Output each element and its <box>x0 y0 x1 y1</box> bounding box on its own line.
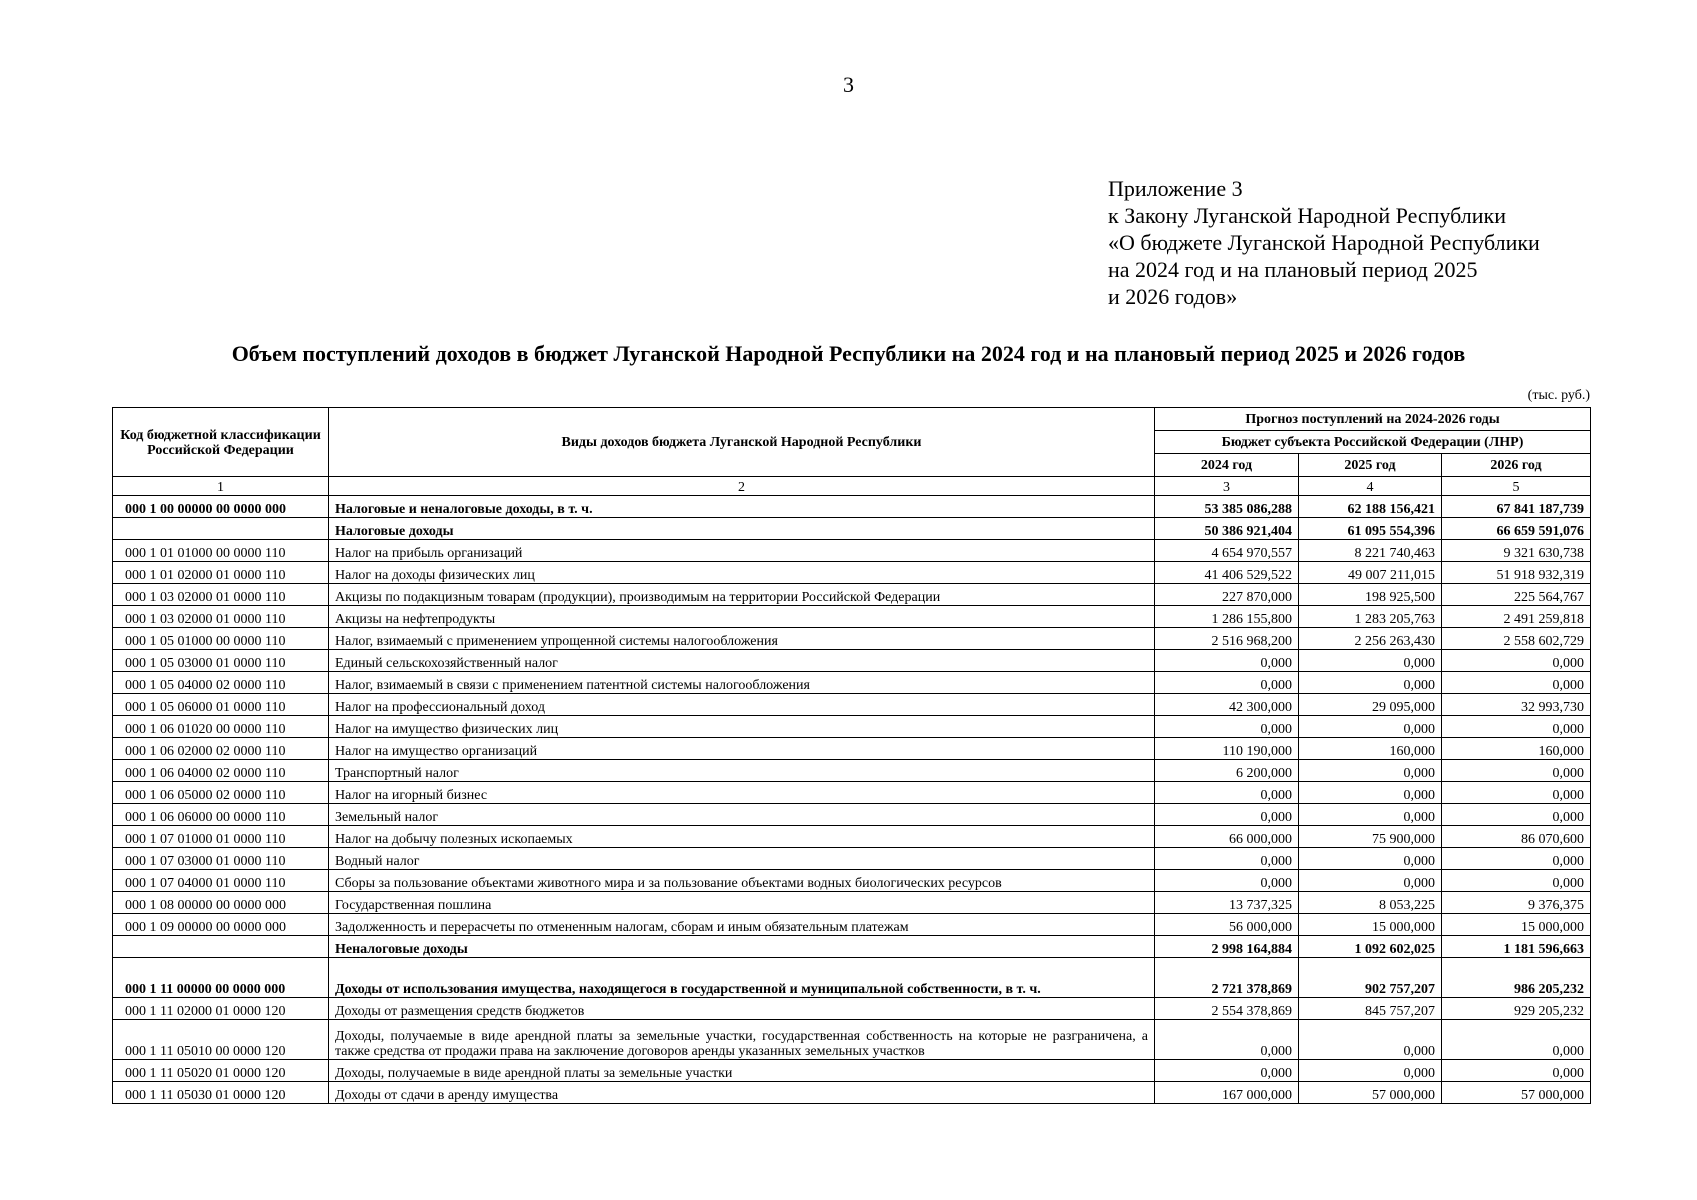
document-title: Объем поступлений доходов в бюджет Луганской Народной Республики на 2024 год и на плановый период 2025 и 2026 годов <box>231 341 1466 366</box>
appendix-line: Приложение 3 <box>1108 176 1243 201</box>
value-2025: 1 283 205,763 <box>1299 606 1442 628</box>
table-row <box>113 496 1591 518</box>
row-name: Налог на профессиональный доход <box>329 694 1155 716</box>
value-2024: 0,000 <box>1155 804 1299 826</box>
table-row <box>113 936 1591 958</box>
table-row <box>113 1020 1591 1060</box>
row-code: 000 1 09 00000 00 0000 000 <box>113 914 329 936</box>
table-row <box>113 958 1591 998</box>
value-2026: 1 181 596,663 <box>1442 936 1591 958</box>
table-row <box>113 804 1591 826</box>
table-row <box>113 826 1591 848</box>
row-code: 000 1 03 02000 01 0000 110 <box>113 584 329 606</box>
table-row <box>113 1082 1591 1104</box>
table-row <box>113 716 1591 738</box>
value-2025: 0,000 <box>1299 1020 1442 1060</box>
row-name: Доходы, получаемые в виде арендной платы за земельные участки <box>329 1060 1155 1082</box>
table-row <box>113 870 1591 892</box>
value-2026: 0,000 <box>1442 760 1591 782</box>
header-forecast: Прогноз поступлений на 2024-2026 годы <box>1155 408 1591 431</box>
value-2025: 160,000 <box>1299 738 1442 760</box>
appendix-line: на 2024 год и на плановый период 2025 <box>1108 257 1478 282</box>
value-2024: 1 286 155,800 <box>1155 606 1299 628</box>
value-2025: 1 092 602,025 <box>1299 936 1442 958</box>
row-code: 000 1 11 05030 01 0000 120 <box>113 1082 329 1104</box>
row-name: Неналоговые доходы <box>329 936 1155 958</box>
value-2025: 845 757,207 <box>1299 998 1442 1020</box>
row-name: Налог на прибыль организаций <box>329 540 1155 562</box>
value-2026: 51 918 932,319 <box>1442 562 1591 584</box>
value-2025: 8 221 740,463 <box>1299 540 1442 562</box>
value-2024: 2 721 378,869 <box>1155 958 1299 998</box>
table-row <box>113 540 1591 562</box>
value-2025: 0,000 <box>1299 848 1442 870</box>
row-code: 000 1 08 00000 00 0000 000 <box>113 892 329 914</box>
row-name: Транспортный налог <box>329 760 1155 782</box>
table-row <box>113 584 1591 606</box>
value-2024: 0,000 <box>1155 672 1299 694</box>
row-code: 000 1 11 02000 01 0000 120 <box>113 998 329 1020</box>
row-code: 000 1 01 01000 00 0000 110 <box>113 540 329 562</box>
row-code: 000 1 00 00000 00 0000 000 <box>113 496 329 518</box>
row-name: Налог на добычу полезных ископаемых <box>329 826 1155 848</box>
value-2025: 0,000 <box>1299 672 1442 694</box>
value-2026: 9 321 630,738 <box>1442 540 1591 562</box>
value-2024: 41 406 529,522 <box>1155 562 1299 584</box>
value-2026: 0,000 <box>1442 716 1591 738</box>
table-row <box>113 562 1591 584</box>
row-code <box>113 518 329 540</box>
row-code: 000 1 11 05020 01 0000 120 <box>113 1060 329 1082</box>
value-2026: 225 564,767 <box>1442 584 1591 606</box>
table-row <box>113 998 1591 1020</box>
value-2026: 0,000 <box>1442 650 1591 672</box>
revenue-table <box>112 407 1591 1104</box>
value-2024: 0,000 <box>1155 848 1299 870</box>
value-2025: 15 000,000 <box>1299 914 1442 936</box>
value-2024: 2 998 164,884 <box>1155 936 1299 958</box>
table-row <box>113 848 1591 870</box>
value-2025: 0,000 <box>1299 716 1442 738</box>
column-number-row <box>113 477 1591 496</box>
appendix-note <box>1108 175 1540 310</box>
value-2025: 29 095,000 <box>1299 694 1442 716</box>
row-code: 000 1 11 00000 00 0000 000 <box>113 958 329 998</box>
value-2025: 75 900,000 <box>1299 826 1442 848</box>
value-2026: 0,000 <box>1442 1020 1591 1060</box>
value-2024: 66 000,000 <box>1155 826 1299 848</box>
row-name: Водный налог <box>329 848 1155 870</box>
value-2026: 67 841 187,739 <box>1442 496 1591 518</box>
value-2026: 86 070,600 <box>1442 826 1591 848</box>
column-number: 3 <box>1155 477 1299 496</box>
header-name: Виды доходов бюджета Луганской Народной Республики <box>329 408 1155 477</box>
row-code: 000 1 11 05010 00 0000 120 <box>113 1020 329 1060</box>
row-code: 000 1 06 02000 02 0000 110 <box>113 738 329 760</box>
value-2024: 56 000,000 <box>1155 914 1299 936</box>
row-name: Сборы за пользование объектами животного мира и за пользование объектами водных биологических ресурсов <box>329 870 1155 892</box>
row-code: 000 1 05 06000 01 0000 110 <box>113 694 329 716</box>
row-name: Доходы от размещения средств бюджетов <box>329 998 1155 1020</box>
value-2026: 986 205,232 <box>1442 958 1591 998</box>
value-2025: 2 256 263,430 <box>1299 628 1442 650</box>
row-code: 000 1 06 05000 02 0000 110 <box>113 782 329 804</box>
row-name: Налог на игорный бизнес <box>329 782 1155 804</box>
row-name: Задолженность и перерасчеты по отмененным налогам, сборам и иным обязательным платежам <box>329 914 1155 936</box>
units-note: (тыс. руб.) <box>1527 388 1590 403</box>
row-name: Налоговые и неналоговые доходы, в т. ч. <box>329 496 1155 518</box>
row-code: 000 1 01 02000 01 0000 110 <box>113 562 329 584</box>
value-2026: 0,000 <box>1442 672 1591 694</box>
row-name: Доходы от сдачи в аренду имущества <box>329 1082 1155 1104</box>
table-row <box>113 782 1591 804</box>
value-2024: 2 554 378,869 <box>1155 998 1299 1020</box>
value-2025: 57 000,000 <box>1299 1082 1442 1104</box>
appendix-line: и 2026 годов» <box>1108 284 1238 309</box>
row-code: 000 1 07 01000 01 0000 110 <box>113 826 329 848</box>
value-2024: 0,000 <box>1155 716 1299 738</box>
value-2026: 15 000,000 <box>1442 914 1591 936</box>
value-2025: 0,000 <box>1299 870 1442 892</box>
appendix-line: к Закону Луганской Народной Республики <box>1108 203 1506 228</box>
value-2024: 0,000 <box>1155 650 1299 672</box>
value-2025: 0,000 <box>1299 804 1442 826</box>
row-name: Земельный налог <box>329 804 1155 826</box>
value-2026: 57 000,000 <box>1442 1082 1591 1104</box>
row-code: 000 1 05 01000 00 0000 110 <box>113 628 329 650</box>
value-2024: 0,000 <box>1155 782 1299 804</box>
row-code: 000 1 07 03000 01 0000 110 <box>113 848 329 870</box>
row-name: Налог, взимаемый с применением упрощенной системы налогообложения <box>329 628 1155 650</box>
header-year-2025: 2025 год <box>1299 454 1442 477</box>
value-2024: 0,000 <box>1155 1020 1299 1060</box>
row-name: Акцизы на нефтепродукты <box>329 606 1155 628</box>
header-year-2026: 2026 год <box>1442 454 1591 477</box>
value-2024: 0,000 <box>1155 870 1299 892</box>
row-name: Налог на доходы физических лиц <box>329 562 1155 584</box>
table-row <box>113 914 1591 936</box>
table-row <box>113 694 1591 716</box>
value-2024: 227 870,000 <box>1155 584 1299 606</box>
table-body <box>113 496 1591 1104</box>
table-row <box>113 650 1591 672</box>
table-row <box>113 606 1591 628</box>
value-2025: 49 007 211,015 <box>1299 562 1442 584</box>
column-number: 5 <box>1442 477 1591 496</box>
value-2025: 0,000 <box>1299 760 1442 782</box>
row-name: Налоговые доходы <box>329 518 1155 540</box>
row-name: Акцизы по подакцизным товарам (продукции), производимым на территории Российской Федерации <box>329 584 1155 606</box>
header-budget: Бюджет субъекта Российской Федерации (ЛНР) <box>1155 431 1591 454</box>
value-2025: 0,000 <box>1299 782 1442 804</box>
value-2024: 0,000 <box>1155 1060 1299 1082</box>
value-2024: 167 000,000 <box>1155 1082 1299 1104</box>
row-code: 000 1 06 06000 00 0000 110 <box>113 804 329 826</box>
value-2024: 53 385 086,288 <box>1155 496 1299 518</box>
row-name: Доходы, получаемые в виде арендной платы за земельные участки, государственная собственность на которые не разграничена, а также средства от продажи права на заключение договоров аренды указанных земельных участков <box>329 1020 1155 1060</box>
value-2024: 42 300,000 <box>1155 694 1299 716</box>
appendix-line: «О бюджете Луганской Народной Республики <box>1108 230 1540 255</box>
value-2026: 0,000 <box>1442 804 1591 826</box>
value-2025: 62 188 156,421 <box>1299 496 1442 518</box>
value-2025: 0,000 <box>1299 1060 1442 1082</box>
row-name: Налог, взимаемый в связи с применением патентной системы налогообложения <box>329 672 1155 694</box>
row-code: 000 1 06 04000 02 0000 110 <box>113 760 329 782</box>
row-code <box>113 936 329 958</box>
value-2025: 0,000 <box>1299 650 1442 672</box>
table-row <box>113 628 1591 650</box>
row-code: 000 1 06 01020 00 0000 110 <box>113 716 329 738</box>
row-name: Единый сельскохозяйственный налог <box>329 650 1155 672</box>
value-2024: 110 190,000 <box>1155 738 1299 760</box>
header-year-2024: 2024 год <box>1155 454 1299 477</box>
value-2026: 0,000 <box>1442 848 1591 870</box>
value-2026: 160,000 <box>1442 738 1591 760</box>
row-code: 000 1 05 03000 01 0000 110 <box>113 650 329 672</box>
page-number: 3 <box>843 72 854 97</box>
value-2024: 2 516 968,200 <box>1155 628 1299 650</box>
value-2026: 0,000 <box>1442 782 1591 804</box>
value-2026: 0,000 <box>1442 870 1591 892</box>
value-2026: 929 205,232 <box>1442 998 1591 1020</box>
header-code: Код бюджетной классификации Российской Федерации <box>113 408 329 477</box>
value-2026: 66 659 591,076 <box>1442 518 1591 540</box>
value-2024: 50 386 921,404 <box>1155 518 1299 540</box>
value-2025: 902 757,207 <box>1299 958 1442 998</box>
column-number: 4 <box>1299 477 1442 496</box>
table-row <box>113 760 1591 782</box>
row-code: 000 1 03 02000 01 0000 110 <box>113 606 329 628</box>
value-2024: 13 737,325 <box>1155 892 1299 914</box>
row-code: 000 1 07 04000 01 0000 110 <box>113 870 329 892</box>
value-2026: 2 491 259,818 <box>1442 606 1591 628</box>
table-row <box>113 738 1591 760</box>
column-number: 1 <box>113 477 329 496</box>
table-row <box>113 892 1591 914</box>
value-2025: 198 925,500 <box>1299 584 1442 606</box>
value-2024: 4 654 970,557 <box>1155 540 1299 562</box>
table-row <box>113 672 1591 694</box>
column-number: 2 <box>329 477 1155 496</box>
row-name: Государственная пошлина <box>329 892 1155 914</box>
value-2025: 8 053,225 <box>1299 892 1442 914</box>
value-2026: 2 558 602,729 <box>1442 628 1591 650</box>
value-2026: 32 993,730 <box>1442 694 1591 716</box>
row-name: Налог на имущество организаций <box>329 738 1155 760</box>
table-row <box>113 518 1591 540</box>
value-2026: 0,000 <box>1442 1060 1591 1082</box>
table-row <box>113 1060 1591 1082</box>
value-2026: 9 376,375 <box>1442 892 1591 914</box>
row-code: 000 1 05 04000 02 0000 110 <box>113 672 329 694</box>
row-name: Налог на имущество физических лиц <box>329 716 1155 738</box>
row-name: Доходы от использования имущества, находящегося в государственной и муниципальной собственности, в т. ч. <box>329 958 1155 998</box>
value-2025: 61 095 554,396 <box>1299 518 1442 540</box>
value-2024: 6 200,000 <box>1155 760 1299 782</box>
